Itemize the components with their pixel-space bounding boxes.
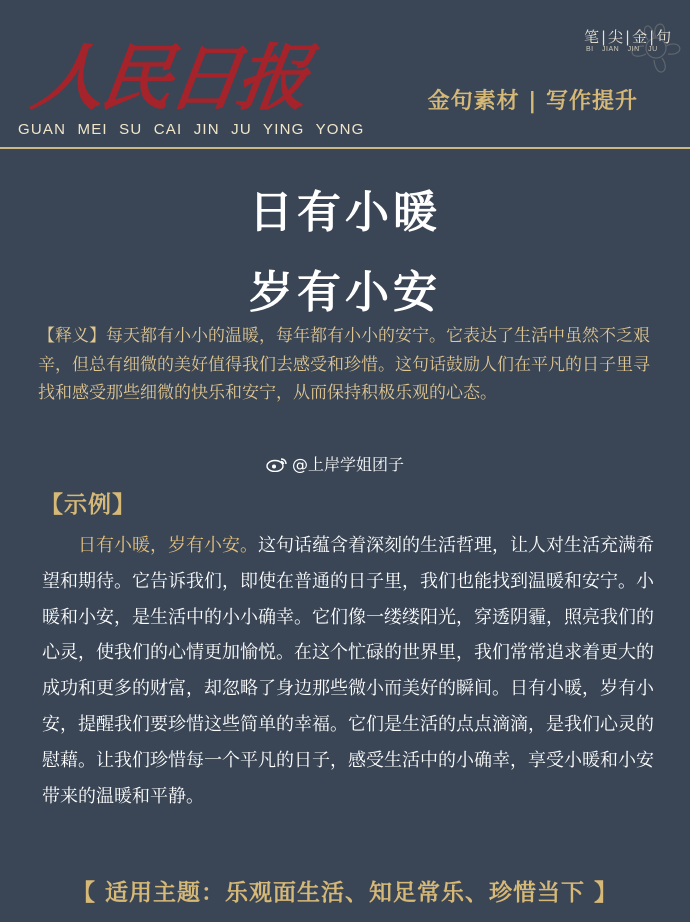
header-pinyin: GUAN MEI SU CAI JIN JU YING YONG xyxy=(18,121,365,138)
weibo-icon xyxy=(266,456,288,472)
header-divider xyxy=(0,147,690,149)
example-paragraph xyxy=(42,528,660,814)
title-line-1: 日有小暖 xyxy=(249,187,441,238)
definition-paragraph xyxy=(38,322,660,408)
example-text: 这句话蕴含着深刻的生活哲理，让人对生活充满希望和期待。它告诉我们，即使在普通的日子里，我们也能找到温暖和安宁。小暖和小安，是生活中的小小确幸。它们像一缕缕阳光，穿透阴霾，照亮我们的心灵，使我们的心情更加愉悦。在这个忙碌的世界里，我们常常追求着更大的成功和更多的财富，却忽略了身边那些微小而美好的瞬间。日有小暖，岁有小安，提醒我们要珍惜这些简单的幸福。它们是生活的点点滴滴，是我们心灵的慰藉。让我们珍惜每一个平凡的日子，感受生活中的小确幸，享受小暖和小安带来的温暖和平静。 xyxy=(42,535,654,807)
header xyxy=(0,0,690,150)
applicable-themes: 【 适用主题：乐观面生活、知足常乐、珍惜当下 】 xyxy=(71,880,618,906)
weibo-watermark xyxy=(266,452,404,475)
definition-text: 每天都有小小的温暖，每年都有小小的安宁。它表达了生活中虽然不乏艰辛，但总有细微的美好值得我们去感受和珍惜。这句话鼓励人们在平凡的日子里寻找和感受那些细微的快乐和安宁，从而保持积极乐观的心态。 xyxy=(38,326,650,404)
title-line-2: 岁有小安 xyxy=(249,267,441,318)
brand-mark: 笔|尖|金|句 xyxy=(584,28,674,46)
peoples-daily-logo: 人民日报 xyxy=(27,35,312,120)
example-heading: 【示例】 xyxy=(40,492,136,518)
brand-pinyin: BI JIAN JIN JU xyxy=(586,46,658,53)
watermark-handle: @上岸学姐团子 xyxy=(292,455,405,474)
header-tagline: 金句素材 | 写作提升 xyxy=(427,89,638,114)
definition-label: 【释义】 xyxy=(38,326,106,346)
example-highlight: 日有小暖，岁有小安。 xyxy=(78,535,258,556)
